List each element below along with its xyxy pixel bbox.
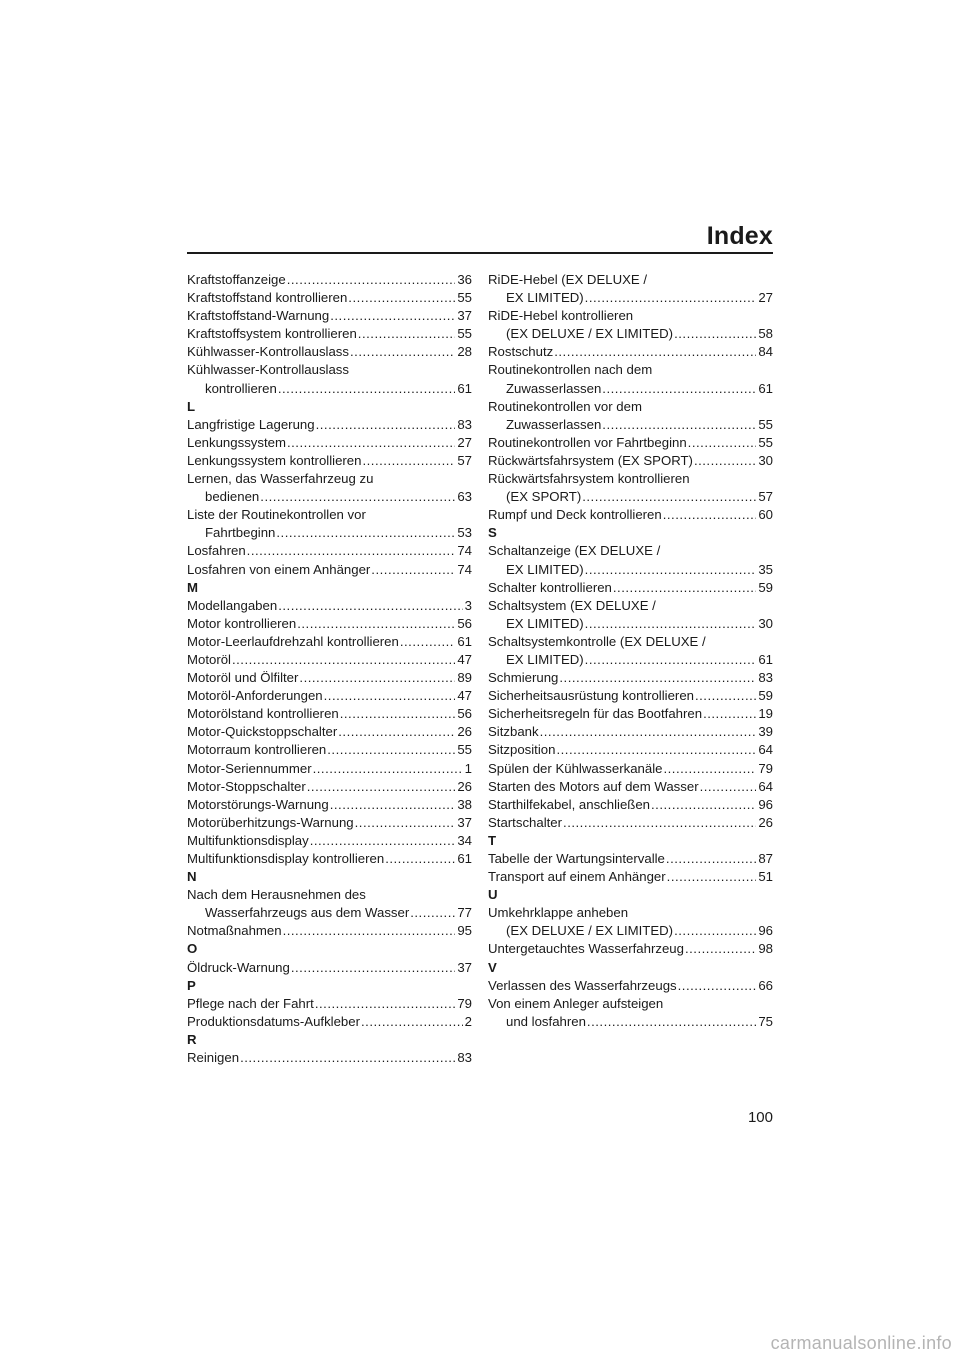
dot-leader [247, 542, 456, 560]
index-entry [488, 796, 773, 814]
index-column-right [488, 271, 773, 1031]
dot-leader [700, 778, 757, 796]
index-entry [187, 814, 472, 832]
entry-term: Motor kontrollieren [187, 615, 297, 631]
dot-leader [410, 904, 455, 922]
entry-page-number: 2 [464, 1013, 472, 1029]
entry-term: Untergetauchtes Wasserfahrzeug [488, 941, 684, 957]
entry-page-number: 98 [758, 941, 773, 957]
entry-page-number: 30 [758, 452, 773, 468]
entry-page-number: 77 [457, 905, 472, 921]
dot-leader [355, 814, 456, 832]
index-entry [488, 760, 773, 778]
dot-leader [307, 778, 456, 796]
index-entry [187, 452, 472, 470]
index-entry [488, 868, 773, 886]
index-entry [187, 723, 472, 741]
section-letter: V [488, 959, 497, 975]
index-entry [488, 561, 773, 579]
entry-page-number: 60 [758, 507, 773, 523]
dot-leader [348, 289, 455, 307]
index-entry [187, 615, 472, 633]
dot-leader [666, 850, 756, 868]
entry-term: Fahrtbeginn [205, 525, 276, 541]
dot-leader [297, 615, 455, 633]
dot-leader [315, 995, 456, 1013]
index-entry [488, 687, 773, 705]
entry-page-number: 55 [758, 416, 773, 432]
dot-leader [276, 524, 455, 542]
entry-term: EX LIMITED) [506, 561, 584, 577]
index-entry [488, 705, 773, 723]
entry-page-number: 56 [457, 615, 472, 631]
dot-leader [287, 434, 455, 452]
entry-term: Starthilfekabel, anschließen [488, 796, 651, 812]
entry-term: Motor-Stoppschalter [187, 778, 306, 794]
entry-page-number: 36 [457, 272, 472, 287]
entry-term: Zuwasserlassen [506, 416, 602, 432]
index-entry [187, 561, 472, 579]
dot-leader [587, 1013, 756, 1031]
index-entry [187, 343, 472, 361]
entry-page-number: 83 [457, 416, 472, 432]
entry-term: Multifunktionsdisplay [187, 832, 309, 848]
entry-term: Losfahren von einem Anhänger [187, 561, 371, 577]
entry-term-line: Lernen, das Wasserfahrzeug zu [187, 471, 374, 487]
entry-term: Rostschutz [488, 344, 554, 360]
entry-page-number: 55 [457, 290, 472, 306]
entry-term: bedienen [205, 489, 260, 505]
index-entry [488, 434, 773, 452]
entry-page-number: 26 [457, 778, 472, 794]
index-entry [187, 796, 472, 814]
entry-term-line: Von einem Anleger aufsteigen [488, 995, 664, 1011]
dot-leader [362, 452, 455, 470]
index-entry [187, 1049, 472, 1067]
entry-term-line: RiDE-Hebel kontrollieren [488, 308, 634, 324]
dot-leader [385, 850, 455, 868]
entry-term: Sicherheitsausrüstung kontrollieren [488, 688, 694, 704]
index-entry [187, 542, 472, 560]
entry-page-number: 55 [758, 434, 773, 450]
index-entry [187, 307, 472, 325]
dot-leader [330, 307, 455, 325]
index-entry [187, 904, 472, 922]
entry-term: Verlassen des Wasserfahrzeugs [488, 977, 677, 993]
entry-page-number: 64 [758, 742, 773, 758]
entry-page-number: 61 [758, 380, 773, 396]
index-entry [488, 615, 773, 633]
dot-leader [371, 561, 455, 579]
index-entry [187, 325, 472, 343]
entry-page-number: 63 [457, 489, 472, 505]
entry-page-number: 26 [758, 814, 773, 830]
entry-term-line: Kühlwasser-Kontrollauslass [187, 362, 349, 378]
index-entry [187, 669, 472, 687]
entry-term-line: Nach dem Herausnehmen des [187, 887, 366, 903]
entry-page-number: 61 [457, 380, 472, 396]
entry-term-line: Umkehrklappe anheben [488, 905, 629, 921]
dot-leader [232, 651, 455, 669]
index-column-left [187, 271, 472, 1067]
entry-page-number: 38 [457, 796, 472, 812]
entry-page-number: 75 [758, 1013, 773, 1029]
dot-leader [299, 669, 455, 687]
dot-leader [559, 669, 756, 687]
index-entry [488, 289, 773, 307]
page-title: Index [706, 222, 773, 250]
entry-term: Losfahren [187, 543, 246, 559]
index-entry [488, 669, 773, 687]
index-entry [187, 380, 472, 398]
index-entry [488, 488, 773, 506]
dot-leader [327, 741, 455, 759]
entry-term: Motor-Leerlaufdrehzahl kontrollieren [187, 633, 399, 649]
index-entry [187, 271, 472, 289]
entry-term: EX LIMITED) [506, 290, 584, 306]
entry-term: (EX DELUXE / EX LIMITED) [506, 923, 674, 939]
entry-term: Startschalter [488, 814, 563, 830]
index-entry [187, 434, 472, 452]
index-entry [488, 1013, 773, 1031]
index-entry [488, 940, 773, 958]
entry-page-number: 39 [758, 724, 773, 740]
entry-page-number: 47 [457, 651, 472, 667]
section-letter: U [488, 887, 498, 903]
dot-leader [585, 561, 757, 579]
index-entry [488, 778, 773, 796]
index-entry [488, 325, 773, 343]
index-entry [488, 723, 773, 741]
dot-leader [602, 416, 756, 434]
dot-leader [651, 796, 756, 814]
entry-page-number: 61 [457, 633, 472, 649]
entry-term: Reinigen [187, 1050, 240, 1066]
entry-term: Kraftstoffstand-Warnung [187, 308, 330, 324]
entry-term: Multifunktionsdisplay kontrollieren [187, 851, 385, 866]
entry-page-number: 19 [758, 706, 773, 722]
dot-leader [278, 380, 455, 398]
entry-page-number: 59 [758, 688, 773, 704]
index-entry [187, 651, 472, 669]
entry-term-line: Rückwärtsfahrsystem kontrollieren [488, 471, 690, 487]
entry-page-number: 74 [457, 543, 472, 559]
watermark-text: carmanualsonline.info [770, 1333, 952, 1353]
index-entry [187, 959, 472, 977]
index-entry [187, 705, 472, 723]
entry-term: (EX DELUXE / EX LIMITED) [506, 326, 674, 342]
dot-leader [663, 760, 756, 778]
entry-term: Kraftstoffstand kontrollieren [187, 290, 348, 306]
index-entry [187, 416, 472, 434]
entry-term: Motorstörungs-Warnung [187, 796, 329, 812]
entry-page-number: 79 [758, 760, 773, 776]
dot-leader [316, 416, 456, 434]
entry-page-number: 61 [457, 851, 472, 866]
dot-leader [283, 922, 456, 940]
index-entry [187, 597, 472, 615]
entry-page-number: 55 [457, 326, 472, 342]
index-entry [187, 741, 472, 759]
title-rule [187, 252, 773, 254]
entry-term: Routinekontrollen vor Fahrtbeginn [488, 434, 687, 450]
dot-leader [260, 488, 455, 506]
index-entry [187, 995, 472, 1013]
dot-leader [688, 434, 757, 452]
entry-term: Sitzbank [488, 724, 539, 740]
dot-leader [663, 506, 757, 524]
dot-leader [361, 1013, 463, 1031]
entry-page-number: 53 [457, 525, 472, 541]
entry-page-number: 66 [758, 977, 773, 993]
entry-term: kontrollieren [205, 380, 277, 396]
dot-leader [582, 488, 756, 506]
entry-page-number: 55 [457, 742, 472, 758]
entry-page-number: 26 [457, 724, 472, 740]
entry-term-line: Schaltanzeige (EX DELUXE / [488, 543, 661, 559]
dot-leader [540, 723, 757, 741]
dot-leader [585, 615, 757, 633]
entry-term: Wasserfahrzeugs aus dem Wasser [205, 905, 410, 921]
dot-leader [602, 380, 756, 398]
entry-page-number: 34 [457, 832, 472, 848]
entry-term: Motor-Quickstoppschalter [187, 724, 338, 740]
entry-term: Motoröl [187, 651, 231, 667]
entry-page-number: 37 [457, 308, 472, 324]
entry-page-number: 56 [457, 706, 472, 722]
index-entry [187, 922, 472, 940]
entry-term: Öldruck-Warnung [187, 959, 290, 975]
dot-leader [556, 741, 756, 759]
dot-leader [278, 597, 462, 615]
section-letter: S [488, 525, 497, 541]
page-number: 100 [747, 1109, 773, 1126]
entry-term: Tabelle der Wartungsintervalle [488, 851, 665, 866]
dot-leader [313, 760, 463, 778]
entry-page-number: 1 [464, 760, 472, 776]
entry-page-number: 61 [758, 651, 773, 667]
entry-term-line: Schaltsystem (EX DELUXE / [488, 597, 656, 613]
entry-page-number: 37 [457, 814, 472, 830]
dot-leader [310, 832, 456, 850]
entry-page-number: 27 [457, 434, 472, 450]
entry-term: Schmierung [488, 670, 559, 686]
entry-term: EX LIMITED) [506, 651, 584, 667]
entry-term: Starten des Motors auf dem Wasser [488, 778, 699, 794]
entry-page-number: 57 [457, 452, 472, 468]
entry-term: Pflege nach der Fahrt [187, 995, 314, 1011]
entry-term: Zuwasserlassen [506, 380, 602, 396]
index-entry [488, 922, 773, 940]
index-entry [187, 289, 472, 307]
index-entry [187, 778, 472, 796]
entry-term: Motor-Seriennummer [187, 760, 312, 776]
entry-term: Motoröl-Anforderungen [187, 688, 323, 704]
entry-page-number: 30 [758, 615, 773, 631]
dot-leader [338, 723, 455, 741]
entry-term: Rückwärtsfahrsystem (EX SPORT) [488, 452, 693, 468]
section-letter: T [488, 832, 497, 848]
entry-term: Motoröl und Ölfilter [187, 670, 299, 686]
entry-term: Produktionsdatums-Aufkleber [187, 1013, 360, 1029]
dot-leader [695, 687, 756, 705]
index-entry [187, 832, 472, 850]
dot-leader [667, 868, 757, 886]
entry-page-number: 96 [758, 923, 773, 939]
dot-leader [703, 705, 756, 723]
entry-term: Sicherheitsregeln für das Bootfahren [488, 706, 703, 722]
index-entry [488, 343, 773, 361]
entry-term: Spülen der Kühlwasserkanäle [488, 760, 663, 776]
dot-leader [678, 977, 757, 995]
dot-leader [287, 271, 456, 289]
dot-leader [340, 705, 456, 723]
index-entry [488, 651, 773, 669]
entry-term-line: Schaltsystemkontrolle (EX DELUXE / [488, 633, 706, 649]
entry-page-number: 64 [758, 778, 773, 794]
dot-leader [585, 289, 757, 307]
index-entry [187, 488, 472, 506]
index-entry [488, 741, 773, 759]
entry-page-number: 27 [758, 290, 773, 306]
entry-term: Langfristige Lagerung [187, 416, 315, 432]
dot-leader [330, 796, 456, 814]
entry-term: EX LIMITED) [506, 615, 584, 631]
entry-page-number: 28 [457, 344, 472, 360]
entry-term: Motorüberhitzungs-Warnung [187, 814, 354, 830]
entry-term-line: Routinekontrollen nach dem [488, 362, 653, 378]
entry-term: Kraftstoffanzeige [187, 272, 286, 287]
entry-term: Motorraum kontrollieren [187, 742, 327, 758]
dot-leader [585, 651, 757, 669]
entry-term-line: RiDE-Hebel (EX DELUXE / [488, 272, 648, 287]
entry-page-number: 84 [758, 344, 773, 360]
entry-page-number: 83 [457, 1050, 472, 1066]
entry-page-number: 79 [457, 995, 472, 1011]
index-entry [488, 452, 773, 470]
index-entry [488, 579, 773, 597]
entry-term: Notmaßnahmen [187, 923, 282, 939]
dot-leader [674, 325, 756, 343]
index-entry [488, 380, 773, 398]
entry-term: Lenkungssystem kontrollieren [187, 452, 362, 468]
entry-page-number: 51 [758, 869, 773, 885]
dot-leader [694, 452, 756, 470]
section-letter: P [187, 977, 196, 993]
index-entry [187, 760, 472, 778]
entry-term: (EX SPORT) [506, 489, 582, 505]
dot-leader [563, 814, 756, 832]
entry-term: Kühlwasser-Kontrollauslass [187, 344, 349, 360]
entry-term: Transport auf einem Anhänger [488, 869, 666, 885]
section-letter: L [187, 398, 196, 414]
dot-leader [400, 633, 455, 651]
entry-term: Sitzposition [488, 742, 556, 758]
section-letter: O [187, 941, 198, 957]
entry-term-line: Liste der Routinekontrollen vor [187, 507, 366, 523]
entry-page-number: 58 [758, 326, 773, 342]
index-entry [488, 416, 773, 434]
entry-page-number: 96 [758, 796, 773, 812]
entry-page-number: 83 [758, 670, 773, 686]
entry-term: Kraftstoffsystem kontrollieren [187, 326, 357, 342]
dot-leader [613, 579, 756, 597]
entry-page-number: 37 [457, 959, 472, 975]
index-entry [187, 687, 472, 705]
entry-page-number: 74 [457, 561, 472, 577]
entry-page-number: 87 [758, 851, 773, 866]
index-entry [187, 524, 472, 542]
entry-page-number: 95 [457, 923, 472, 939]
index-entry [187, 850, 472, 868]
index-entry [488, 506, 773, 524]
dot-leader [554, 343, 756, 361]
entry-page-number: 47 [457, 688, 472, 704]
dot-leader [350, 343, 455, 361]
dot-leader [674, 922, 756, 940]
entry-term: Lenkungssystem [187, 434, 286, 450]
index-entry [187, 1013, 472, 1031]
index-entry [187, 633, 472, 651]
dot-leader [324, 687, 456, 705]
dot-leader [358, 325, 456, 343]
dot-leader [291, 959, 455, 977]
dot-leader [685, 940, 756, 958]
entry-term: Rumpf und Deck kontrollieren [488, 507, 662, 523]
entry-term: Modellangaben [187, 597, 278, 613]
index-entry [488, 977, 773, 995]
entry-page-number: 3 [464, 597, 472, 613]
section-letter: N [187, 869, 197, 885]
index-entry [488, 850, 773, 868]
entry-page-number: 59 [758, 579, 773, 595]
section-letter: R [187, 1031, 197, 1047]
entry-page-number: 57 [758, 489, 773, 505]
entry-term: Schalter kontrollieren [488, 579, 612, 595]
dot-leader [240, 1049, 455, 1067]
entry-term: und losfahren [506, 1013, 586, 1029]
index-entry [488, 814, 773, 832]
entry-term-line: Routinekontrollen vor dem [488, 398, 642, 414]
entry-page-number: 35 [758, 561, 773, 577]
entry-page-number: 89 [457, 670, 472, 686]
entry-term: Motorölstand kontrollieren [187, 706, 339, 722]
section-letter: M [187, 579, 198, 595]
